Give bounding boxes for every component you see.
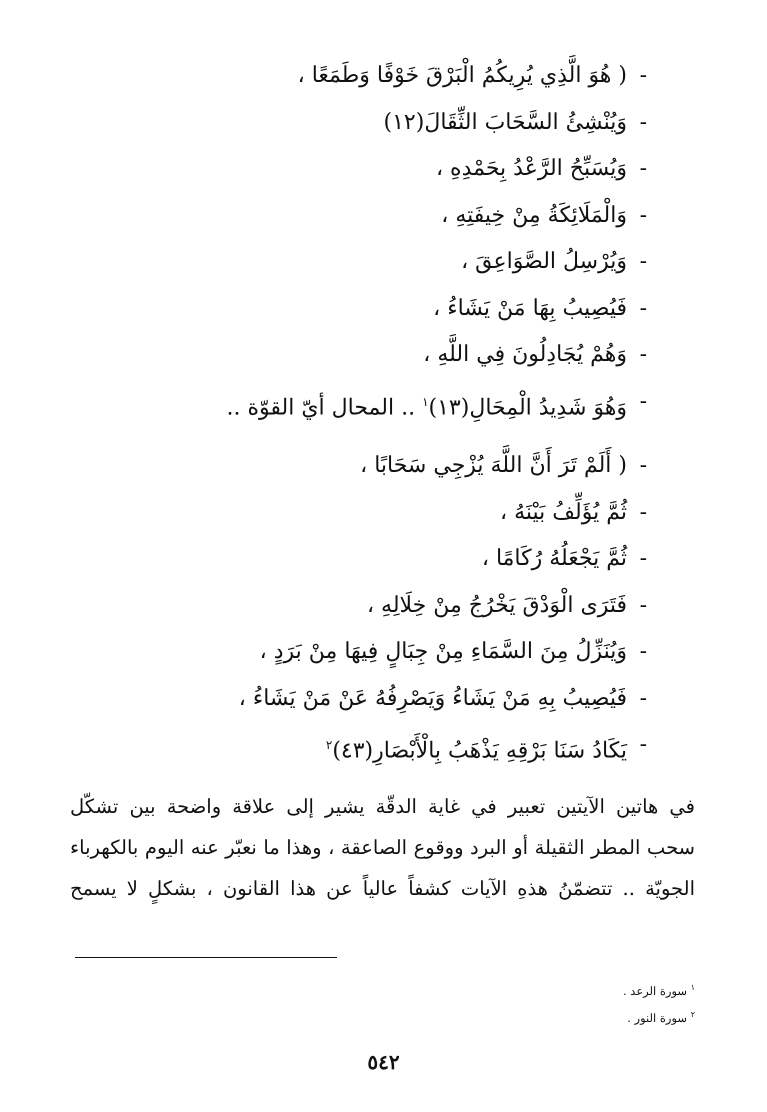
verse-text: وَيُسَبِّحُ الرَّعْدُ بِحَمْدِهِ ، (435, 156, 627, 181)
bullet-dash: - (639, 499, 647, 525)
verse-text: ثُمَّ يَجْعَلُهُ رُكَامًا ، (481, 546, 627, 571)
bullet-dash: - (639, 63, 647, 88)
verse-line (27, 242, 647, 289)
bullet-dash: - (639, 202, 647, 228)
bullet-dash: - (639, 109, 647, 135)
paragraph-line: سحب المطر الثقيلة أو البرد ووقوع الصاعقة ، وهذا ما نعبّر عنه اليوم بالكهرباء (70, 836, 695, 859)
bullet-dash: - (639, 388, 647, 414)
footnotes (395, 976, 695, 1030)
bullet-dash: - (639, 685, 647, 711)
footnote-item (395, 1003, 695, 1030)
page-number: ٥٤٢ (367, 1050, 400, 1074)
footnote-mark: ٢ (690, 1009, 695, 1019)
verse-text: فَتَرَى الْوَدْقَ يَخْرُجُ مِنْ خِلَالِهِ ، (366, 592, 627, 618)
verse-text: وَهُمْ يُجَادِلُونَ فِي اللَّهِ ، (423, 342, 627, 367)
footnote-text: سورة الرعد . (622, 983, 688, 998)
verse-text: وَيُنَزِّلُ مِنَ السَّمَاءِ مِنْ جِبَالٍ فِيهَا مِنْ بَرَدٍ ، (259, 639, 627, 664)
footnote-text: سورة النور . (627, 1010, 688, 1025)
bullet-dash: - (639, 453, 647, 478)
verse-line (27, 679, 647, 726)
verse-text: وَيُرْسِلُ الصَّوَاعِقَ ، (461, 249, 627, 274)
verse-text: وَيُنْشِئُ السَّحَابَ الثِّقَالَ(١٢) (383, 109, 627, 135)
verse-line (27, 149, 647, 196)
verse-line (27, 586, 647, 633)
verse-text: فَيُصِيبُ بِهَا مَنْ يَشَاءُ ، (433, 295, 627, 321)
footnote-divider (75, 957, 337, 958)
verse-text: وَهُوَ شَدِيدُ الْمِحَالِ(١٣) (428, 394, 627, 420)
verse-list-nur (27, 446, 647, 772)
verse-text: ثُمَّ يُؤَلِّفُ بَيْنَهُ ، (499, 499, 627, 525)
footnote-item (395, 976, 695, 1003)
verse-line (27, 56, 647, 103)
verse-text: فَيُصِيبُ بِهِ مَنْ يَشَاءُ وَيَصْرِفُهُ عَنْ مَنْ يَشَاءُ ، (238, 685, 627, 711)
verse-line (27, 289, 647, 336)
bullet-dash: - (639, 732, 647, 757)
footnote-mark: ١ (690, 983, 695, 992)
footnote-marker: ٢ (325, 738, 333, 752)
verse-gloss: .. المحال أيّ القوّة .. (226, 394, 423, 420)
verse-text: ( أَلَمْ تَرَ أَنَّ اللَّهَ يُزْجِي سَحَابًا ، (360, 453, 627, 478)
bullet-dash: - (639, 295, 647, 321)
body-paragraph (70, 786, 695, 909)
bullet-dash: - (639, 639, 647, 664)
verse-text: يَكَادُ سَنَا بَرْقِهِ يَذْهَبُ بِالْأَبْصَارِ(٤٣) (332, 738, 627, 764)
bullet-dash: - (639, 546, 647, 571)
verse-text: ( هُوَ الَّذِي يُرِيكُمُ الْبَرْقَ خَوْفًا وَطَمَعًا ، (297, 63, 627, 88)
bullet-dash: - (639, 156, 647, 181)
verse-line (27, 103, 647, 150)
footnote-marker: ١ (422, 394, 429, 409)
paragraph-line: الجويّة .. تتضمّنُ هذهِ الآيات كشفاً عالياً عن هذا القانون ، بشكلٍ لا يسمح (70, 877, 695, 900)
verse-line (27, 632, 647, 679)
verse-list-rad (27, 56, 647, 428)
verse-line (27, 196, 647, 243)
verse-text: وَالْمَلَائِكَةُ مِنْ خِيفَتِهِ ، (441, 202, 627, 228)
verse-line (27, 335, 647, 382)
verse-line (27, 725, 647, 772)
bullet-dash: - (639, 592, 647, 618)
bullet-dash: - (639, 249, 647, 274)
paragraph-line: في هاتين الآيتين تعبير في غاية الدقّة يشير إلى علاقة واضحة بين تشكّل (70, 795, 695, 818)
bullet-dash: - (639, 342, 647, 367)
verse-line (27, 539, 647, 586)
verse-line (27, 382, 647, 429)
verse-line (27, 446, 647, 493)
verse-line (27, 493, 647, 540)
